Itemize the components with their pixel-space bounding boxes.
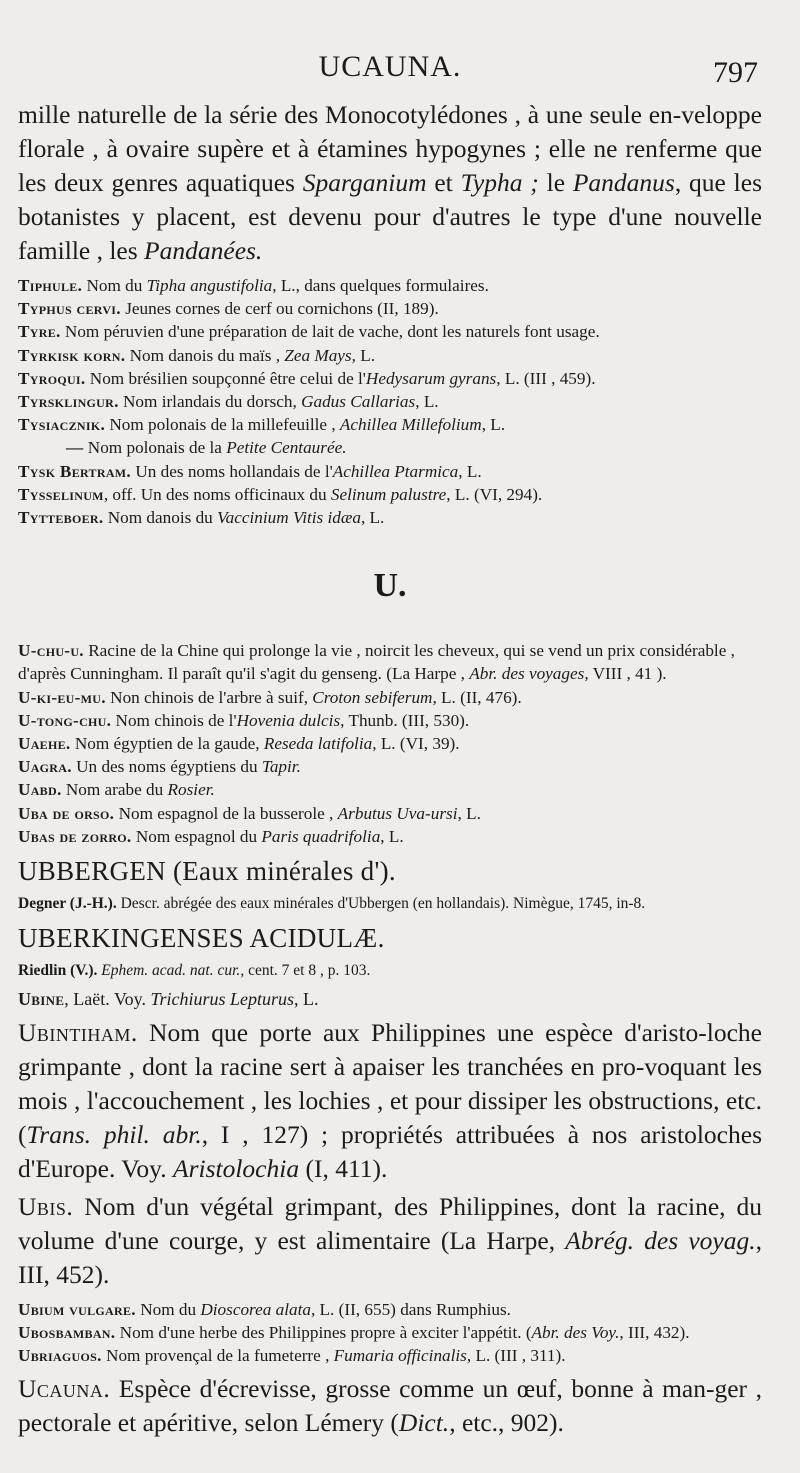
dictionary-entry	[18, 686, 762, 709]
entry-text: Nom irlandais du dorsch,	[118, 392, 302, 412]
entry-text: Nom brésilien soupçonné être celui de l'	[85, 368, 366, 388]
entry-text: et	[426, 168, 461, 197]
entry-head: U-ki-eu-mu.	[18, 687, 106, 707]
italic-term: Dioscorea alata	[200, 1300, 311, 1320]
entry-text: Nom égyptien de la gaude,	[70, 734, 264, 754]
entry-text: mille naturelle de la série des Monocotylédones , à une seule en-veloppe florale , à ovaire supère et à étamines hypogynes ; elle ne renferme que les deux genres aquatiques	[18, 100, 762, 197]
dictionary-entry	[18, 1298, 762, 1321]
entry-text: Nom provençal de la fumeterre ,	[101, 1346, 334, 1366]
ref-text: Descr. abrégée des eaux minérales d'Ubbergen (en hollandais). Nimègue, 1745, in-8.	[116, 895, 646, 913]
entry-text: Nom espagnol du	[131, 826, 262, 846]
entry-text: , L.	[351, 345, 375, 365]
dictionary-entry	[18, 344, 762, 367]
italic-term: Aristolochia	[173, 1154, 300, 1184]
dictionary-entry	[18, 390, 762, 413]
italic-term: Abr. des Voy.	[531, 1323, 620, 1343]
italic-term: Ephem. acad. nat. cur.	[97, 962, 241, 980]
uberkingenses-heading: UBERKINGENSES ACIDULÆ.	[18, 923, 385, 954]
dictionary-entry	[18, 1321, 762, 1344]
italic-term: Trichiurus Lepturus	[150, 989, 295, 1010]
dictionary-entry	[18, 413, 762, 436]
entry-text: Nom du	[135, 1300, 201, 1320]
entry-text: Nom chinois de l'	[111, 710, 237, 730]
entries-small-list	[18, 1298, 762, 1368]
entry-text: , L.	[360, 508, 385, 528]
dictionary-entry	[18, 297, 762, 320]
entry-text: , L., dans quelques formulaires.	[272, 276, 489, 295]
italic-term: Vaccinium Vitis idæa	[217, 508, 361, 528]
entry-head: Uba de orso.	[18, 803, 115, 823]
italic-term: Rosier.	[167, 780, 215, 800]
italic-term: Achillea Ptarmica	[332, 461, 459, 481]
entry-text: , I , 127) ; propriétés attribuées à nos aristoloches d'Europe. Voy.	[18, 1120, 762, 1184]
dictionary-entry	[18, 274, 762, 297]
entry-head: Tyrkisk korn.	[18, 345, 126, 365]
ref-author: Riedlin (V.).	[18, 962, 98, 980]
italic-term: Abrég. des voyag.	[565, 1226, 756, 1256]
ubbergen-reference	[18, 893, 762, 915]
entry-text: , III, 452).	[18, 1226, 762, 1290]
entry-text: Nom polonais de la	[83, 438, 227, 458]
entry-head: Tyroqui.	[18, 368, 86, 388]
entry-text: Nom péruvien d'une préparation de lait de vache, dont les naturels font usage.	[60, 322, 600, 342]
entry-text: le	[538, 168, 573, 197]
entry-head: Tytteboer.	[18, 508, 104, 528]
entry-head: Ubosbamban.	[18, 1323, 116, 1343]
italic-term: Reseda latifolia	[263, 734, 373, 754]
entry-text: , L.	[294, 989, 319, 1010]
italic-term: Pandanées.	[144, 236, 263, 265]
dictionary-entry	[18, 436, 762, 459]
entry-head: U-tong-chu.	[18, 710, 112, 730]
italic-term: Dict.	[398, 1407, 450, 1437]
ubbergen-heading: UBBERGEN (Eaux minérales d').	[18, 856, 396, 887]
entry-head: Uaehe.	[18, 734, 71, 754]
entry-text: Jeunes cornes de cerf ou cornichons (II, 189).	[120, 299, 439, 319]
dictionary-entry	[18, 755, 762, 778]
dictionary-entry	[18, 732, 762, 755]
entry-text: (I, 411).	[299, 1154, 388, 1184]
entry-text: , L. (III , 459).	[496, 368, 596, 388]
entry-text: , L.	[415, 392, 439, 412]
entry-head: Tysk Bertram.	[18, 461, 132, 481]
entry-head: Tyrsklingur.	[18, 392, 119, 412]
entry-text: Racine de la Chine qui prolonge la vie , noircit les cheveux, qui se vend un prix considérable , d'après Cunningham. Il paraît qu'il s'agit du genseng. (La Harpe ,	[18, 641, 735, 684]
running-head: UCAUNA.	[318, 50, 462, 83]
entry-head: Ubriaguos.	[18, 1346, 102, 1366]
page-header	[18, 42, 762, 98]
dictionary-entry	[18, 802, 762, 825]
entry-text: Nom danois du	[103, 508, 218, 528]
italic-term: Croton sebiferum	[312, 687, 433, 707]
entry-text: Nom polonais de la millefeuille ,	[105, 415, 340, 435]
entry-ubine	[18, 986, 762, 1012]
entry-text: , L.	[380, 826, 404, 846]
italic-term: Arbutus Uva-ursi	[337, 803, 458, 823]
italic-term: Petite Centaurée.	[226, 438, 347, 458]
entry-head: Tysselinum	[18, 484, 104, 504]
italic-term: Pandanus	[572, 168, 675, 197]
entry-text: , III, 432).	[619, 1323, 690, 1343]
entry-text: , L.	[481, 415, 506, 435]
italic-term: Typha ;	[460, 168, 539, 197]
dictionary-entry	[18, 639, 762, 685]
italic-term: Tapir.	[261, 757, 301, 777]
entry-head: Typhus cervi.	[18, 299, 121, 319]
entry-head: Ubas de zorro.	[18, 826, 132, 846]
entry-head: Tysiacznik.	[18, 415, 106, 435]
entry-text: , L. (VI, 39).	[372, 734, 460, 754]
entry-head: Uabd.	[18, 780, 62, 800]
italic-term: Sparganium	[302, 168, 427, 197]
letter-heading: U.	[373, 567, 407, 605]
entry-text: , off. Un des noms officinaux du	[103, 484, 331, 504]
entry-text: Nom que porte aux Philippines une espèce d'aristo-loche grimpante , dont la racine sert à apaiser les tranchées en pro-voquant les mois , l'accouchement , les lochies , et pour dissiper les obstructions, etc. (	[18, 1018, 762, 1150]
ref-author: Degner (J.-H.).	[18, 895, 117, 913]
italic-term: Hovenia dulcis	[236, 710, 341, 730]
entry-text: Un des noms hollandais de l'	[131, 461, 333, 481]
entry-text: Un des noms égyptiens du	[71, 757, 262, 777]
entry-ubintiham	[18, 1016, 762, 1186]
dictionary-entry	[18, 1344, 762, 1367]
entry-text: Nom espagnol de la busserole ,	[114, 803, 338, 823]
entry-head: Tiphule.	[18, 276, 83, 295]
italic-term: Selinum palustre	[330, 484, 447, 504]
entry-head: Ubis.	[18, 1192, 74, 1222]
italic-term: Paris quadrifolia	[261, 826, 381, 846]
entries-u-list	[18, 639, 762, 848]
dictionary-entry	[18, 460, 762, 483]
entry-head: Ubium vulgare.	[18, 1300, 136, 1320]
entry-head: —	[66, 438, 84, 458]
entry-text: Non chinois de l'arbre à suif,	[105, 687, 313, 707]
entry-head: U-chu-u.	[18, 641, 84, 661]
italic-term: Hedysarum gyrans	[365, 368, 497, 388]
entry-text: Nom du	[82, 276, 147, 295]
entry-text: Espèce d'écrevisse, grosse comme un œuf, bonne à man-ger , pectorale et apéritive, selon Lémery (	[18, 1373, 762, 1437]
entry-head: Ubintiham.	[18, 1018, 138, 1048]
entry-text: , L. (II, 476).	[432, 687, 522, 707]
dictionary-entry	[18, 709, 762, 732]
italic-term: Fumaria officinalis	[333, 1346, 467, 1366]
entry-ubis	[18, 1190, 762, 1292]
dictionary-entry	[18, 825, 762, 848]
entry-head: Tyre.	[18, 322, 61, 342]
entry-text: Nom d'une herbe des Philippines propre à exciter l'appétit. (	[115, 1323, 532, 1343]
italic-term: Achillea Millefolium	[339, 415, 482, 435]
entry-text: , L.	[457, 803, 481, 823]
entry-text: , L. (VI, 294).	[446, 484, 543, 504]
entry-text: Nom d'un végétal grimpant, des Philippines, dont la racine, du volume d'une courge, y est alimentaire (La Harpe,	[18, 1192, 762, 1256]
entry-text: Nom arabe du	[61, 780, 168, 800]
entry-text: , Laët. Voy.	[64, 989, 151, 1010]
dictionary-entry	[18, 320, 762, 343]
dictionary-entry	[18, 483, 762, 506]
italic-term: Gadus Callarias	[301, 392, 416, 412]
dictionary-entry	[18, 367, 762, 390]
italic-term: Tipha angustifolia	[146, 276, 273, 295]
entry-text: , L. (III , 311).	[466, 1346, 566, 1366]
entry-head: Ucauna.	[18, 1373, 111, 1403]
entry-head: Uagra.	[18, 757, 72, 777]
page-number: 797	[713, 56, 758, 89]
entry-text: , L. (II, 655) dans Rumphius.	[310, 1300, 511, 1320]
entry-text: , L.	[458, 461, 482, 481]
italic-term: Zea Mays	[284, 345, 352, 365]
entry-text: , etc., 902).	[449, 1407, 564, 1437]
entry-head: Ubine	[18, 989, 65, 1010]
dictionary-entry	[18, 506, 762, 529]
uberkingenses-reference	[18, 960, 762, 982]
entries-t-list	[18, 274, 762, 529]
entry-text: , Thunb. (III, 530).	[340, 710, 470, 730]
italic-term: Abr. des voyages	[469, 664, 585, 684]
entry-ucauna	[18, 1372, 762, 1440]
entry-text: , cent. 7 et 8 , p. 103.	[240, 962, 371, 980]
entry-text: Nom danois du maïs ,	[125, 345, 285, 365]
intro-paragraph	[18, 98, 762, 268]
entry-text: , que les botanistes y placent, est devenu pour d'autres le type d'une nouvelle famille , les	[18, 168, 763, 265]
entry-text: , VIII , 41 ).	[584, 664, 667, 684]
dictionary-entry	[18, 778, 762, 801]
italic-term: Trans. phil. abr.	[26, 1120, 202, 1150]
